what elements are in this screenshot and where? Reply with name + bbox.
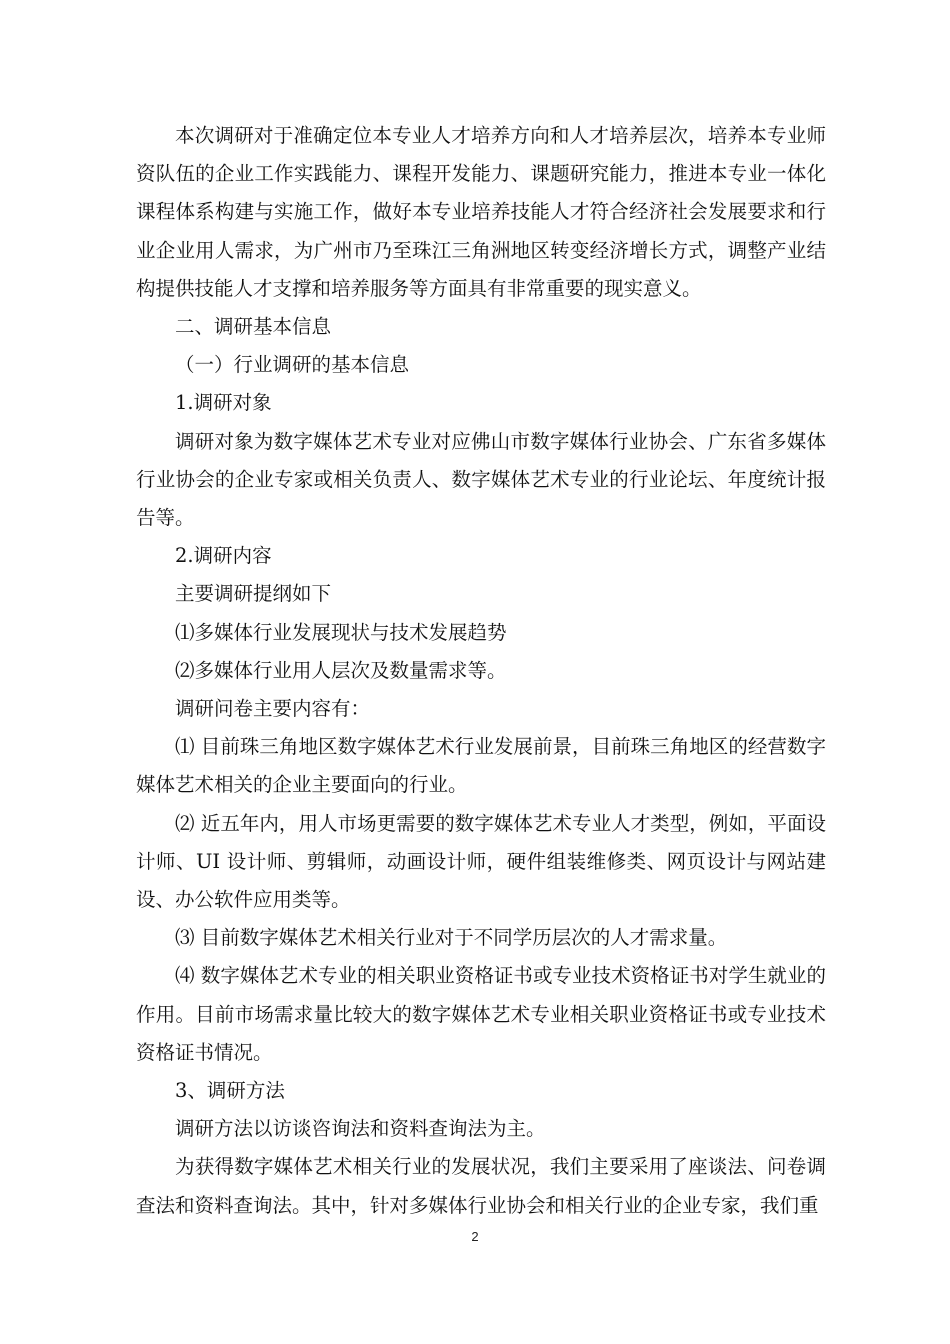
- heading-industry-survey: （一）行业调研的基本信息: [175, 353, 410, 377]
- list-item-questionnaire-1: ⑴ 目前珠三角地区数字媒体艺术行业发展前景，目前珠三角地区的经营数字媒体艺术相关的企业主要面向的行业。: [136, 735, 826, 797]
- heading-survey-content: 2.调研内容: [175, 544, 272, 568]
- list-item-outline-2: ⑵多媒体行业用人层次及数量需求等。: [175, 658, 507, 682]
- page-number: 2: [471, 1229, 479, 1244]
- paragraph-method-summary: 调研方法以访谈咨询法和资料查询法为主。: [175, 1117, 546, 1141]
- list-item-questionnaire-4: ⑷ 数字媒体艺术专业的相关职业资格证书或专业技术资格证书对学生就业的作用。目前市场需求量比较大的数字媒体艺术专业相关职业资格证书或专业技术资格证书情况。: [136, 964, 826, 1064]
- list-item-questionnaire-2: ⑵ 近五年内，用人市场更需要的数字媒体艺术专业人才类型，例如，平面设计师、UI 设计师、剪辑师，动画设计师，硬件组装维修类、网页设计与网站建设、办公软件应用类等。: [136, 811, 826, 912]
- heading-survey-method: 3、调研方法: [175, 1079, 285, 1103]
- paragraph-method-detail: 为获得数字媒体艺术相关行业的发展状况，我们主要采用了座谈法、问卷调查法和资料查询法。其中，针对多媒体行业协会和相关行业的企业专家，我们重: [136, 1155, 826, 1217]
- heading-basic-info: 二、调研基本信息: [175, 315, 332, 339]
- paragraph-outline-intro: 主要调研提纲如下: [175, 582, 332, 606]
- paragraph-questionnaire-intro: 调研问卷主要内容有：: [175, 697, 371, 721]
- list-item-outline-1: ⑴多媒体行业发展现状与技术发展趋势: [175, 620, 507, 644]
- heading-survey-objects: 1.调研对象: [175, 391, 272, 415]
- list-item-questionnaire-3: ⑶ 目前数字媒体艺术相关行业对于不同学历层次的人才需求量。: [175, 926, 728, 950]
- paragraph-significance: 本次调研对于准确定位本专业人才培养方向和人才培养层次，培养本专业师资队伍的企业工作实践能力、课程开发能力、课题研究能力，推进本专业一体化课程体系构建与实施工作，做好本专业培养技能人才符合经济社会发展要求和行业企业用人需求，为广州市乃至珠江三角洲地区转变经济增长方式，调整产业结构提供技能人才支撑和培养服务等方面具有非常重要的现实意义。: [136, 124, 826, 300]
- paragraph-survey-objects: 调研对象为数字媒体艺术专业对应佛山市数字媒体行业协会、广东省多媒体行业协会的企业专家或相关负责人、数字媒体艺术专业的行业论坛、年度统计报告等。: [136, 429, 826, 530]
- document-body: [136, 117, 826, 1225]
